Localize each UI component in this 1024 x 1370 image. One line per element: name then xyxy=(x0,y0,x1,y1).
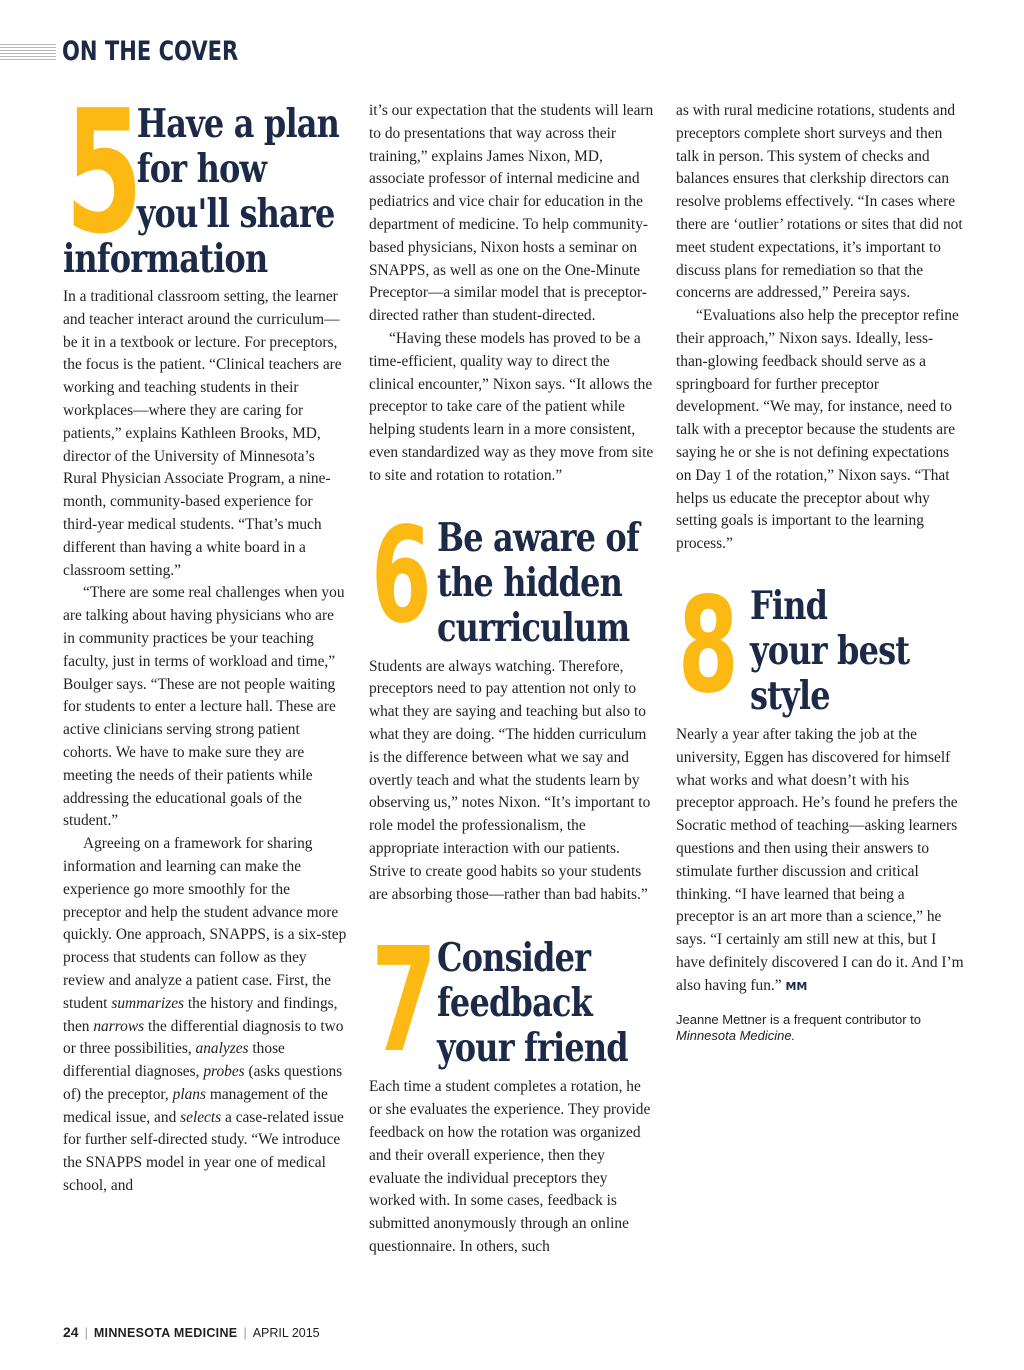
tip-5-title-line: information xyxy=(63,236,268,282)
column-3 xyxy=(676,100,964,1044)
tip-6-title xyxy=(437,516,639,651)
page-number: 24 xyxy=(63,1324,79,1340)
body-paragraph: “Evaluations also help the preceptor refine their approach,” Nixon says. Ideally, less-than-glowing feedback should serve as a springboard for further preceptor development. “We may, for instance, need to talk with a preceptor because the students are saying he or she is not defining expectations on Day 1 of the rotation,” Nixon says. “That helps us educate the preceptor about why setting goals is important to the learning process.” xyxy=(676,307,959,553)
body-paragraph: “Having these models has proved to be a time-efficient, quality way to direct the clinical encounter,” Nixon says. “It allows the preceptor to take care of the patient while helping students learn in a more consistent, even standardized way as they move from site to site and rotation to rotation.” xyxy=(369,329,654,484)
section-title: ON THE COVER xyxy=(62,36,239,67)
tip-8-title xyxy=(750,584,909,719)
tip-7-title xyxy=(437,936,628,1071)
body-paragraph: it’s our expectation that the students will learn to do presentations that way across their training,” explains James Nixon, MD, associate professor of internal medicine and pediatrics and vice chair for education in the department of medicine. To help community-based physicians, Nixon hosts a seminar on SNAPPS, as well as one on the One-Minute Preceptor—a similar model that is preceptor-directed rather than student-directed. xyxy=(369,102,654,325)
author-bio xyxy=(676,1012,964,1044)
tip-5-heading xyxy=(63,74,349,286)
tip-8-heading xyxy=(676,568,964,724)
tip-6-title-line: Be aware of xyxy=(437,514,639,561)
tip-8-number: 8 xyxy=(678,568,739,723)
body-paragraph: Nearly a year after taking the job at the university, Eggen has discovered for himself what works and what doesn’t with his preceptor approach. He’s found he prefers the Socratic method of teaching—asking learners questions and then using their answers to stimulate further discussion and critical thinking. “I have learned that being a preceptor is an art more than a science,” he says. “I certainly am still new at this, but I have definitely discovered I can do it. And I’m also having fun.” MM xyxy=(676,725,964,994)
column-1 xyxy=(63,74,349,1198)
author-bio-publication: Minnesota Medicine. xyxy=(676,1027,796,1043)
footer-divider: | xyxy=(84,1326,88,1340)
tip-7-heading xyxy=(369,916,657,1085)
tip-6-title-line: curriculum xyxy=(437,604,630,651)
tip-6-title-line: the hidden xyxy=(437,559,623,606)
tip-5-title xyxy=(63,102,339,282)
tip-5-title-line: Have a plan xyxy=(136,101,340,147)
tip-6-heading xyxy=(369,498,657,656)
body-paragraph: Agreeing on a framework for sharing information and learning can make the experience go more smoothly for the preceptor and help the student advance more quickly. One approach, SNAPPS, is a six-step process that students can follow as they review and analyze a patient case. First, the student summarizes the history and findings, then narrows the differential diagnosis to two or three possibilities, analyzes those differential diagnoses, probes (asks questions of) the preceptor, plans management of the medical issue, and selects a case-related issue for further self-directed study. “We introduce the SNAPPS model in year one of medical school, and xyxy=(63,835,347,1195)
emphasis: analyzes xyxy=(195,1040,249,1058)
tip-5-title-line: for how xyxy=(136,146,267,192)
tip-8-title-line: style xyxy=(750,672,830,719)
page-footer xyxy=(63,1324,320,1340)
body-paragraph: “There are some real challenges when you are talking about having physicians who are in community practices be your teaching faculty, just in terms of workload and time,” Boulger says. “These are not people waiting for students to enter a lecture hall. These are active clinicians serving strong patient cohorts. We have to make sure they are meeting the needs of their patients while addressing the educational goals of the student.” xyxy=(63,584,345,830)
emphasis: summarizes xyxy=(111,994,185,1012)
tip-5-title-line: you'll share xyxy=(136,191,335,237)
body-paragraph: as with rural medicine rotations, students and preceptors complete short surveys and then talk in person. This system of checks and balances ensures that clerkship directors can resolve problems effectively. “In cases where there are ‘outlier’ rotations or sites that did not meet student expectations, it’s important to discuss plans for remediation so that the concerns are addressed,” Pereira says. xyxy=(676,102,963,302)
column-2 xyxy=(369,100,657,1259)
emphasis: plans xyxy=(172,1085,206,1103)
end-mark: MM xyxy=(785,979,808,993)
tip-7-title-line: Consider xyxy=(437,935,591,982)
tip-7-title-line: your friend xyxy=(437,1025,628,1072)
emphasis: selects xyxy=(180,1108,222,1126)
emphasis: probes xyxy=(203,1063,245,1081)
emphasis: narrows xyxy=(93,1017,145,1035)
tip-8-title-line: Find xyxy=(750,582,828,629)
tip-8-title-line: your best xyxy=(750,627,910,674)
header-stripe-decoration xyxy=(0,44,56,62)
issue-date: APRIL 2015 xyxy=(252,1326,320,1340)
body-paragraph: In a traditional classroom setting, the learner and teacher interact around the curriculum—be it in a textbook or lecture. For preceptors, the focus is the patient. “Clinical teachers are working and teaching students in their workplaces—where they are caring for patients,” explains Kathleen Brooks, MD, director of the University of Minnesota’s Rural Physician Associate Program, a nine-month, community-based experience for third-year medical students. “That’s much different than having a white board in a classroom setting.” xyxy=(63,288,342,579)
body-paragraph: Each time a student completes a rotation, he or she evaluates the experience. They provide feedback on how the rotation was organized and their overall experience, then they evaluate the individual preceptors they worked with. In some cases, feedback is submitted anonymously through an online questionnaire. In others, such xyxy=(369,1078,651,1255)
body-paragraph: Students are always watching. Therefore, preceptors need to pay attention not only to what they are saying and teaching but also to what they are doing. “The hidden curriculum is the difference between what we say and overtly teach and what the students learn by observing us,” notes Nixon. “It’s important to role model the professionalism, the appropriate interaction with our patients. Strive to create good habits so your students are absorbing those—rather than bad habits.” xyxy=(369,657,651,903)
author-bio-text: Jeanne Mettner is a frequent contributor to xyxy=(676,1011,921,1027)
magazine-name: MINNESOTA MEDICINE xyxy=(93,1326,238,1340)
tip-7-number: 7 xyxy=(371,916,438,1085)
tip-5-number: 5 xyxy=(65,74,144,272)
tip-7-title-line: feedback xyxy=(437,980,592,1027)
tip-6-number: 6 xyxy=(371,498,432,653)
footer-divider: | xyxy=(243,1326,247,1340)
